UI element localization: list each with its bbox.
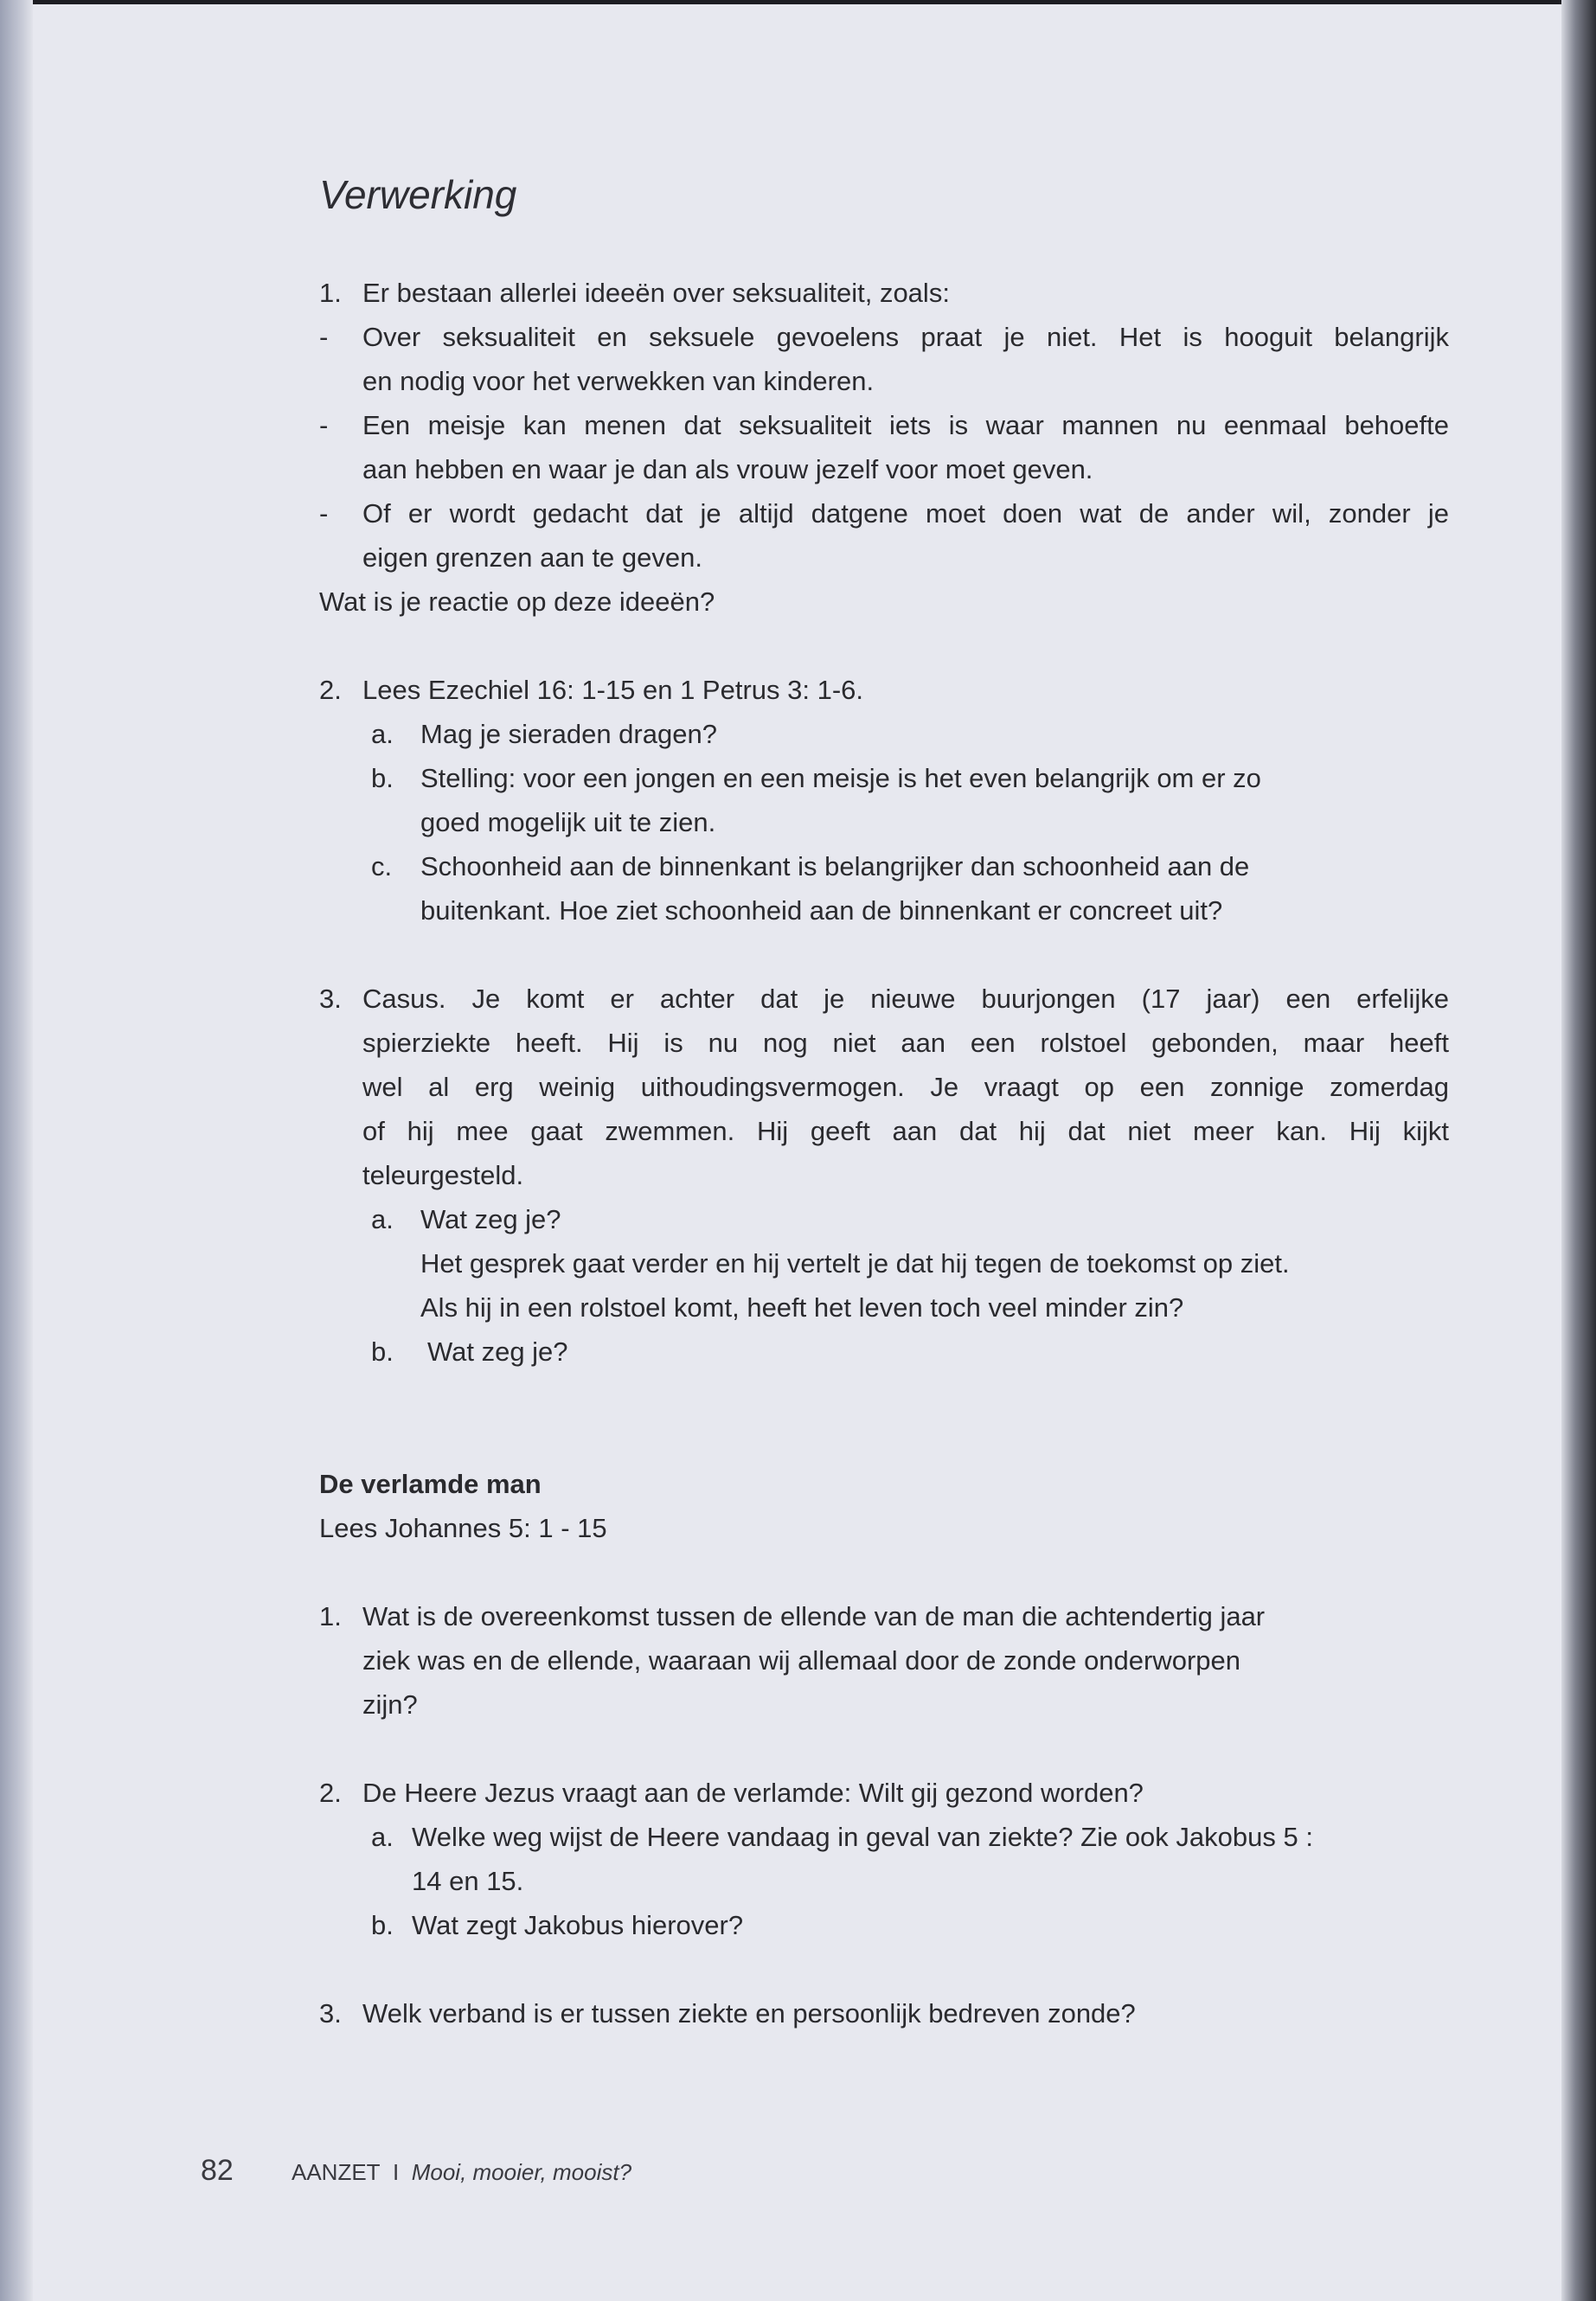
bullet: - <box>319 498 329 529</box>
sub-text: Mag je sieraden dragen? <box>420 719 717 749</box>
sub-text: buitenkant. Hoe ziet schoonheid aan de binnenkant er concreet uit? <box>420 895 1223 926</box>
question-text: spierziekte heeft. Hij is nu nog niet aan een rolstoel gebonden, maar heeft <box>362 1028 1449 1058</box>
bullet-text: Een meisje kan menen dat seksualiteit iets is waar mannen nu eenmaal behoefte <box>362 410 1449 440</box>
bullet-text: Over seksualiteit en seksuele gevoelens praat je niet. Het is hooguit belangrijk <box>362 322 1449 352</box>
sub-text: Wat zeg je? <box>427 1336 568 1367</box>
bullet-text: eigen grenzen aan te geven. <box>362 542 702 573</box>
question-text: wel al erg weinig uithoudingsvermogen. Je vraagt op een zonnige zomerdag <box>362 1072 1449 1102</box>
sub-label: a. <box>371 1822 394 1852</box>
sub-text: Welke weg wijst de Heere vandaag in geval van ziekte? Zie ook Jakobus 5 : <box>412 1822 1313 1852</box>
bullet: - <box>319 410 329 440</box>
question-text: teleurgesteld. <box>362 1160 524 1190</box>
sub-label: a. <box>371 719 394 749</box>
sub-text: Schoonheid aan de binnenkant is belangrijker dan schoonheid aan de <box>420 851 1250 881</box>
sub-label: a. <box>371 1204 394 1234</box>
sub-label: b. <box>371 1336 394 1367</box>
bullet: - <box>319 322 329 352</box>
question-text: of hij mee gaat zwemmen. Hij geeft aan dat hij dat niet meer kan. Hij kijkt <box>362 1116 1449 1146</box>
sub-label: b. <box>371 1910 394 1940</box>
scan-top-edge <box>0 0 1596 4</box>
page-number: 82 <box>201 2154 234 2187</box>
sub-text: Stelling: voor een jongen en een meisje is het even belangrijk om er zo <box>420 763 1261 793</box>
question-number: 2. <box>319 1778 342 1808</box>
question-2 <box>319 668 1449 933</box>
question-text: Lees Ezechiel 16: 1-15 en 1 Petrus 3: 1-6. <box>362 675 864 705</box>
question-text: Wat is de overeenkomst tussen de ellende van de man die achtendertig jaar <box>362 1601 1266 1631</box>
scan-left-edge <box>0 0 33 2301</box>
series-name: AANZET <box>292 2159 381 2185</box>
running-footer <box>292 2159 631 2186</box>
question-text: De Heere Jezus vraagt aan de verlamde: Wilt gij gezond worden? <box>362 1778 1144 1808</box>
question-text: ziek was en de ellende, waaraan wij allemaal door de zonde onderworpen <box>362 1645 1241 1676</box>
section-title: Verwerking <box>319 172 517 217</box>
sub-label: c. <box>371 851 393 881</box>
reading-reference: Lees Johannes 5: 1 - 15 <box>319 1513 607 1543</box>
question-number: 1. <box>319 1601 342 1631</box>
bullet-text: en nodig voor het verwekken van kinderen. <box>362 366 875 396</box>
sub-label: b. <box>371 763 394 793</box>
question-3 <box>319 977 1449 1374</box>
scan-right-edge <box>1561 0 1596 2301</box>
question-closing: Wat is je reactie op deze ideeën? <box>319 586 715 617</box>
section-heading: De verlamde man <box>319 1469 542 1499</box>
sub-text: 14 en 15. <box>412 1866 524 1896</box>
question-number: 1. <box>319 278 342 308</box>
sub-text: Als hij in een rolstoel komt, heeft het leven toch veel minder zin? <box>420 1292 1184 1323</box>
section-verlamde-man <box>319 1462 1449 2035</box>
footer-separator: I <box>393 2159 400 2185</box>
question-1 <box>319 271 1449 624</box>
sub-text: Het gesprek gaat verder en hij vertelt je dat hij tegen de toekomst op ziet. <box>420 1248 1290 1279</box>
sub-text: Wat zegt Jakobus hierover? <box>412 1910 744 1940</box>
sub-text: goed mogelijk uit te zien. <box>420 807 716 837</box>
question-number: 2. <box>319 675 342 705</box>
book-title: Mooi, mooier, mooist? <box>411 2159 632 2185</box>
question-text: Er bestaan allerlei ideeën over seksualiteit, zoals: <box>362 278 950 308</box>
sub-text: Wat zeg je? <box>420 1204 561 1234</box>
question-number: 3. <box>319 984 342 1014</box>
question-number: 3. <box>319 1998 342 2029</box>
bullet-text: Of er wordt gedacht dat je altijd datgene moet doen wat de ander wil, zonder je <box>362 498 1449 529</box>
page-footer <box>201 2154 632 2188</box>
question-text: Welk verband is er tussen ziekte en persoonlijk bedreven zonde? <box>362 1998 1136 2029</box>
page-body <box>319 271 1449 2035</box>
question-text: zijn? <box>362 1689 418 1720</box>
bullet-text: aan hebben en waar je dan als vrouw jezelf voor moet geven. <box>362 454 1093 484</box>
question-text: Casus. Je komt er achter dat je nieuwe buurjongen (17 jaar) een erfelijke <box>362 984 1449 1014</box>
